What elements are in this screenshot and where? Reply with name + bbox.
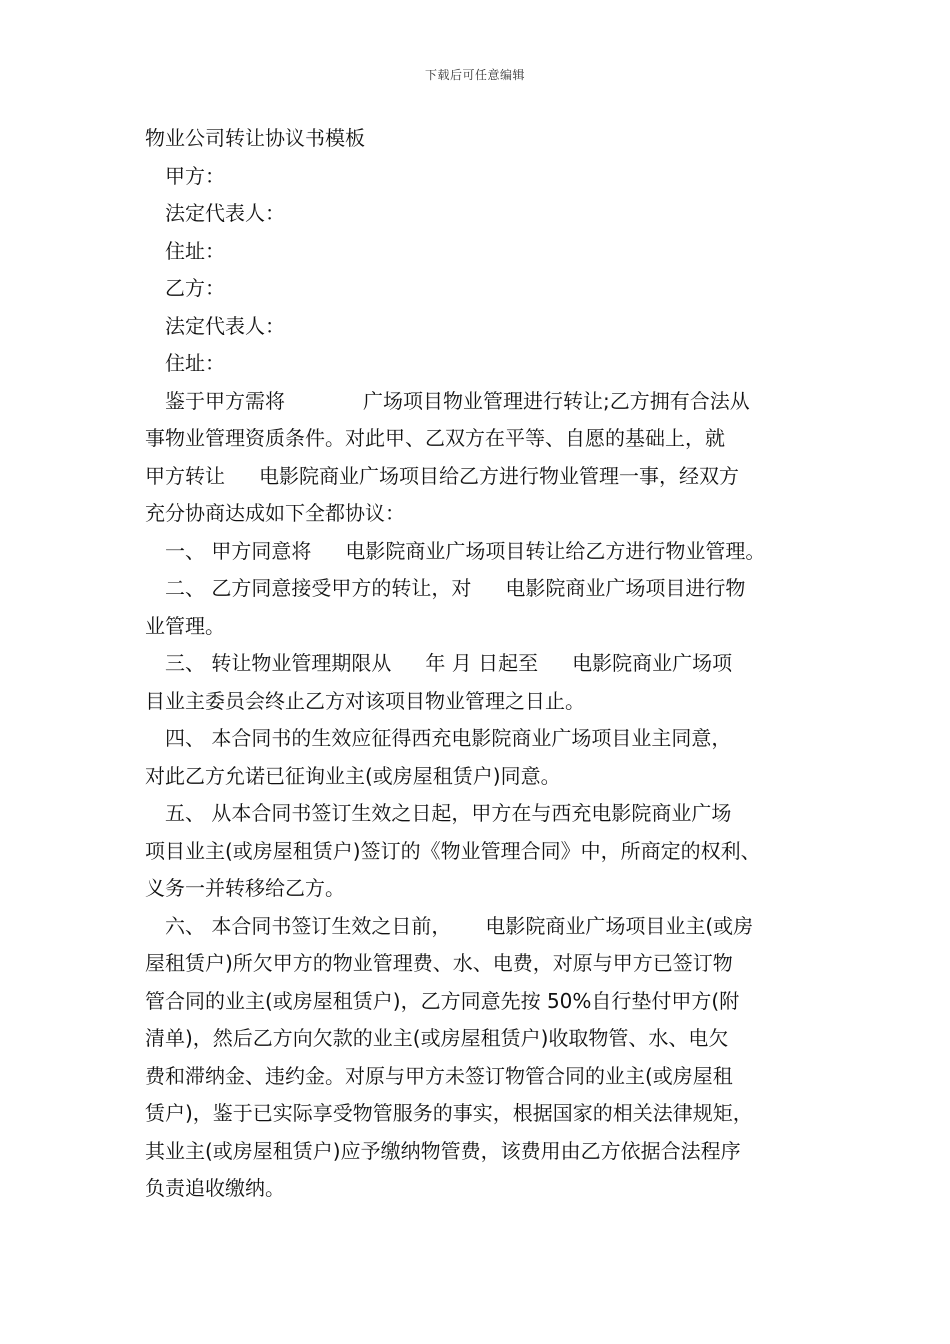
clause-text: 电影院商业广场项目业主(或房 bbox=[485, 913, 754, 938]
preamble-text: 广场项目物业管理进行转让;乙方拥有合法从 bbox=[363, 388, 750, 413]
document-title: 物业公司转让协议书模板 bbox=[145, 126, 365, 150]
party-b-address: 住址： bbox=[165, 351, 225, 375]
preamble-line-4: 充分协商达成如下全都协议： bbox=[145, 501, 405, 525]
clause-6-line-5: 费和滞纳金、违约金。对原与甲方未签订物管合同的业主(或房屋租 bbox=[145, 1063, 733, 1088]
preamble-text: 电影院商业广场项目给乙方进行物业管理一事，经双方 bbox=[259, 463, 739, 488]
preamble-text: 甲方转让 bbox=[145, 463, 225, 488]
clause-6-line-1 bbox=[145, 908, 825, 946]
clause-1 bbox=[145, 533, 825, 571]
clause-text: 电影院商业广场项目转让给乙方进行物业管理。 bbox=[345, 538, 766, 563]
clause-5-line-1: 五、 从本合同书签订生效之日起，甲方在与西充电影院商业广场 bbox=[165, 801, 732, 825]
clause-text: 一、 甲方同意将 bbox=[165, 538, 312, 563]
clause-text: 电影院商业广场项目进行物 bbox=[505, 576, 746, 600]
clause-6-line-8: 负责追收缴纳。 bbox=[145, 1176, 285, 1200]
party-b-representative: 法定代表人： bbox=[165, 313, 285, 338]
clause-3-line-1 bbox=[145, 645, 825, 683]
clause-6-line-6: 赁户)，鉴于已实际享受物管服务的事实，根据国家的相关法律规矩， bbox=[145, 1101, 753, 1125]
party-a-address: 住址： bbox=[165, 238, 225, 263]
clause-6-line-2: 屋租赁户)所欠甲方的物业管理费、水、电费，对原与甲方已签订物 bbox=[145, 951, 733, 975]
clause-2-line-2: 业管理。 bbox=[145, 613, 225, 638]
clause-text: 六、 本合同书签订生效之日前， bbox=[165, 913, 452, 938]
preamble-line-3 bbox=[145, 458, 825, 496]
clause-6-line-7: 其业主(或房屋租赁户)应予缴纳物管费，该费用由乙方依据合法程序 bbox=[145, 1138, 741, 1163]
clause-5-line-3: 义务一并转移给乙方。 bbox=[145, 876, 345, 900]
preamble-line-2: 事物业管理资质条件。对此甲、乙双方在平等、自愿的基础上，就 bbox=[145, 426, 725, 450]
preamble-text: 鉴于甲方需将 bbox=[165, 388, 285, 413]
clause-text: 年 月 日起至 bbox=[425, 651, 539, 675]
preamble-line-1 bbox=[145, 383, 825, 421]
document-body bbox=[145, 120, 825, 1208]
clause-6-line-4: 清单)，然后乙方向欠款的业主(或房屋租赁户)收取物管、水、电欠 bbox=[145, 1026, 729, 1050]
clause-text: 三、 转让物业管理期限从 bbox=[165, 651, 392, 675]
clause-2-line-1 bbox=[145, 570, 825, 608]
party-b-label: 乙方： bbox=[165, 276, 225, 300]
clause-text: 二、 乙方同意接受甲方的转让，对 bbox=[165, 576, 472, 600]
party-a-representative: 法定代表人： bbox=[165, 201, 285, 225]
clause-6-line-3: 管合同的业主(或房屋租赁户)，乙方同意先按 50%自行垫付甲方(附 bbox=[145, 988, 740, 1013]
clause-4-line-2: 对此乙方允诺已征询业主(或房屋租赁户)同意。 bbox=[145, 763, 561, 788]
clause-text: 电影院商业广场项 bbox=[572, 651, 733, 675]
clause-4-line-1: 四、 本合同书的生效应征得西充电影院商业广场项目业主同意， bbox=[165, 726, 732, 750]
clause-5-line-2: 项目业主(或房屋租赁户)签订的《物业管理合同》中，所商定的权利、 bbox=[145, 838, 761, 863]
clause-3-line-2: 目业主委员会终止乙方对该项目物业管理之日止。 bbox=[145, 688, 585, 713]
party-a-label: 甲方： bbox=[165, 163, 225, 188]
header-note: 下载后可任意编辑 bbox=[424, 68, 525, 82]
